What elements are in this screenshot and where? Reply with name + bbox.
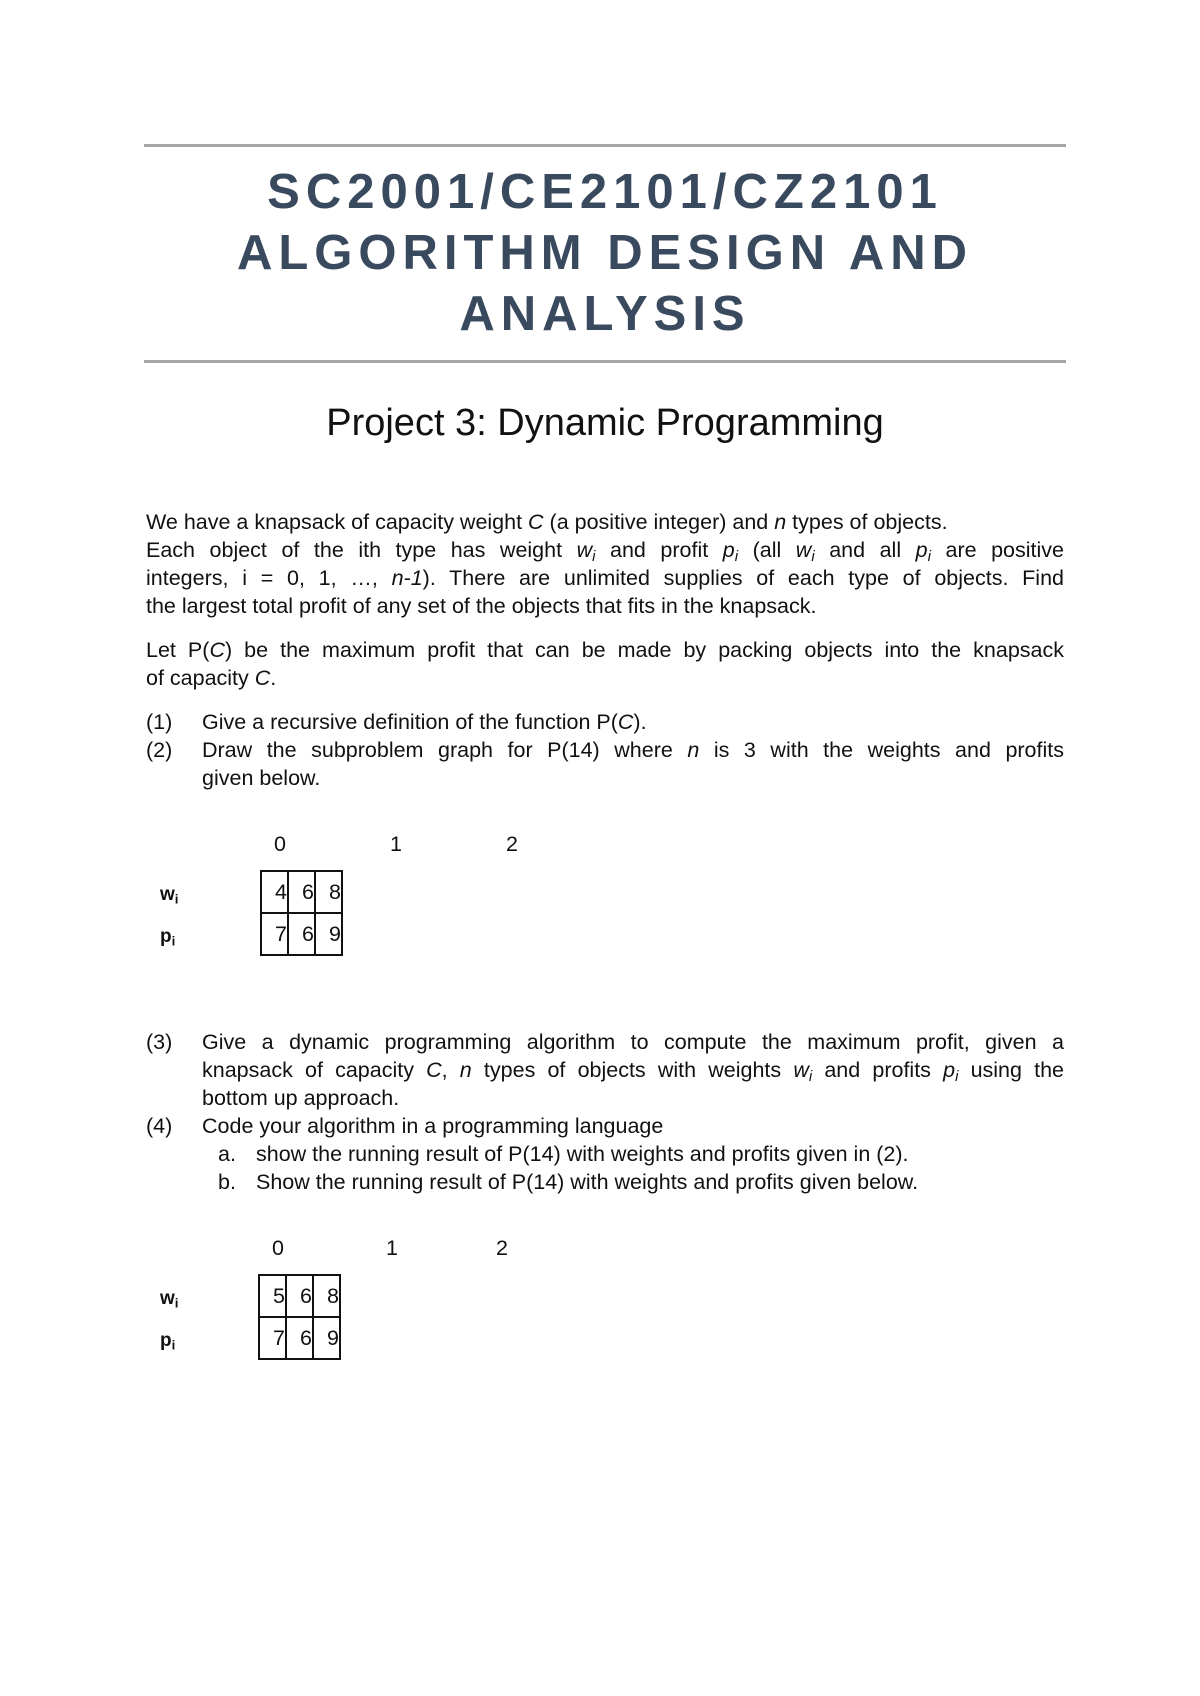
definition-paragraph	[146, 636, 1064, 692]
question-4b	[146, 1168, 1064, 1196]
course-title-line-3: ANALYSIS	[459, 287, 751, 341]
column-header: 1	[390, 832, 402, 856]
question-list-1	[146, 708, 1064, 792]
course-title-line-1: SC2001/CE2101/CZ2101	[267, 165, 943, 219]
profit-cell: 6	[286, 1317, 313, 1359]
column-header: 0	[272, 1236, 284, 1260]
weight-cell: 6	[288, 871, 315, 913]
statement-line-3: integers, i = 0, 1, …, n-1). There are unlimited supplies of each type of objects. Find	[146, 566, 1064, 590]
column-header: 2	[496, 1236, 508, 1260]
row-label-profit: $p_i$	[160, 1330, 176, 1353]
table-row	[259, 1317, 340, 1359]
data-grid	[258, 1274, 341, 1360]
question-list-2	[146, 1028, 1064, 1196]
row-label-weight: $w_i$	[160, 884, 179, 907]
question-text-line: Give a dynamic programming algorithm to compute the maximum profit, given a	[202, 1030, 1064, 1054]
course-title-line-2: ALGORITHM DESIGN AND	[236, 226, 974, 280]
statement-line-2: Each object of the ith type has weight $w_i$ and profit $p_i$ (all $w_i$ and all $p_i$ are positive	[146, 538, 1065, 566]
table-row	[261, 913, 342, 955]
profit-cell: 6	[288, 913, 315, 955]
top-divider	[144, 144, 1066, 147]
column-header: 0	[274, 832, 286, 856]
profit-cell: 7	[261, 913, 288, 955]
definition-line-1: Let P(C) be the maximum profit that can be made by packing objects into the knapsack	[146, 638, 1064, 662]
question-text-line: Give a recursive definition of the function P(C).	[202, 710, 647, 734]
question-text-line: knapsack of capacity C, n types of objects with weights $w_i$ and profits $p_i$ using the	[202, 1058, 1065, 1086]
column-header: 2	[506, 832, 518, 856]
weight-cell: 5	[259, 1275, 286, 1317]
question-4	[146, 1112, 1064, 1196]
sub-text: Show the running result of P(14) with weights and profits given below.	[256, 1170, 919, 1194]
table-row	[259, 1275, 340, 1317]
question-text-line: Code your algorithm in a programming language	[202, 1114, 664, 1138]
weight-cell: 8	[315, 871, 342, 913]
profit-cell: 9	[315, 913, 342, 955]
profit-cell: 7	[259, 1317, 286, 1359]
statement-line-4: the largest total profit of any set of the objects that fits in the knapsack.	[146, 594, 817, 618]
question-1	[146, 708, 1064, 736]
sub-letter: b.	[218, 1170, 236, 1194]
row-label-profit: $p_i$	[160, 926, 176, 949]
definition-line-2: of capacity C.	[146, 666, 277, 690]
question-number: (2)	[146, 738, 173, 762]
column-header: 1	[386, 1236, 398, 1260]
row-label-weight: $w_i$	[160, 1288, 179, 1311]
question-4a	[146, 1140, 1064, 1168]
problem-statement	[146, 508, 1064, 620]
weight-cell: 4	[261, 871, 288, 913]
data-grid	[260, 870, 343, 956]
question-text-line: bottom up approach.	[202, 1086, 400, 1110]
sub-text: show the running result of P(14) with weights and profits given in (2).	[256, 1142, 909, 1166]
question-text-line: given below.	[202, 766, 321, 790]
weight-cell: 6	[286, 1275, 313, 1317]
project-title: Project 3: Dynamic Programming	[326, 402, 884, 444]
question-3	[146, 1028, 1064, 1112]
weight-cell: 8	[313, 1275, 340, 1317]
question-number: (3)	[146, 1030, 173, 1054]
table-row	[261, 871, 342, 913]
course-title	[144, 162, 1066, 345]
question-2	[146, 736, 1064, 792]
question-number: (4)	[146, 1114, 173, 1138]
question-text-line: Draw the subproblem graph for P(14) where n is 3 with the weights and profits	[202, 738, 1064, 762]
bottom-divider	[144, 360, 1066, 363]
statement-line-1: We have a knapsack of capacity weight C (a positive integer) and n types of objects.	[146, 510, 948, 534]
sub-letter: a.	[218, 1142, 236, 1166]
profit-cell: 9	[313, 1317, 340, 1359]
question-number: (1)	[146, 710, 173, 734]
